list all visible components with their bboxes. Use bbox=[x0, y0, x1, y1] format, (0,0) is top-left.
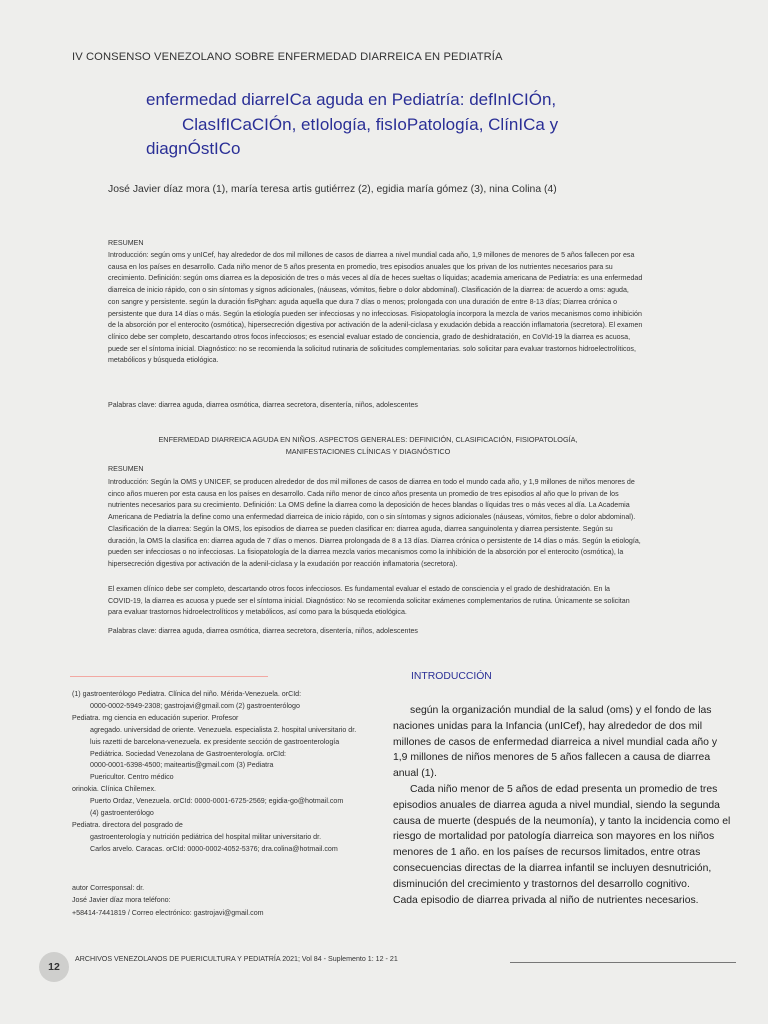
affiliation-line: 0000-0002-5949-2308; gastrojavi@gmail.com (2) gastroenterólogo bbox=[90, 701, 300, 710]
text-line: El examen clínico debe ser completo, descartando otros focos infecciosos. Es fundamental evaluar el estado de consciencia y el grado de deshidratación. En la bbox=[108, 585, 610, 593]
english-heading bbox=[108, 434, 628, 458]
correspondence-line: +58414-7441819 / Correo electrónico: gastrojavi@gmail.com bbox=[72, 908, 264, 917]
affiliation-line: (1) gastroenterólogo Pediatra. Clínica del niño. Mérida-Venezuela. orCId: bbox=[72, 690, 302, 698]
affiliation-line: gastroenterología y nutrición pediátrica del hospital militar universitario dr. bbox=[90, 832, 322, 841]
text-line: Introducción: Según la OMS y UNICEF, se producen alrededor de dos mil millones de casos de diarrea en todo el mundo cada año, y 1,9 millones de niños menores de bbox=[108, 478, 635, 486]
title-line-3: diagnÓstICo bbox=[146, 139, 241, 158]
text-line: hipersecreción digestiva por activación de la adenil-ciclasa y la exudación por reacción inflamatoria (secretora). bbox=[108, 559, 458, 568]
affiliation-line: Pediátrica. Sociedad Venezolana de Gastroenterología. orCId: bbox=[90, 749, 286, 758]
text-line: diarreica de inicio rápido, con o sin síntomas y signos adicionales, (náuseas, vómitos, fiebre o dolor abdominal). Clasificación de la diarrea: de acuerdo a oms: aguda, bbox=[108, 286, 629, 295]
english-heading-line-1: ENFERMEDAD DIARREICA AGUDA EN NIÑOS. ASPECTOS GENERALES: DEFINICIÓN, CLASIFICACIÓN, FISIOPATOLOGÍA, bbox=[158, 435, 578, 444]
journal-citation: ARCHIVOS VENEZOLANOS DE PUERICULTURA Y PEDIATRÍA 2021; Vol 84 - Suplemento 1: 12 - 21 bbox=[75, 955, 398, 963]
title-line-2: ClasIfICaCIÓn, etIología, fisIoPatología, ClínICa y bbox=[182, 114, 559, 134]
text-line: pueden ser infecciosas o no infecciosas. La fisiopatología de la diarrea mezcla varios mecanismos como la inhibición de la absorción por el enterocito (osmótica), la bbox=[108, 548, 624, 557]
intro-heading: INTRODUCCIÓN bbox=[411, 671, 492, 682]
affiliation-line: agregado. universidad de oriente. Venezuela. especialista 2. hospital universitario dr. bbox=[90, 725, 357, 734]
resumen-label-2: RESUMEN bbox=[108, 465, 144, 473]
resumen-label: RESUMEN bbox=[108, 239, 144, 247]
intro-paragraph: según la organización mundial de la salud (oms) y el fondo de las naciones unidas para la Infancia (unICef), hay alrededor de dos mil millones de casos de enfermedad diarreica a nivel mundial cada año y 1,9 millones de niños menores de 5 años fallecen a causa de diarrea anual (1). bbox=[393, 705, 718, 780]
affiliation-line: luis razetti de barcelona-venezuela. ex presidente sección de gastroenterología bbox=[90, 737, 340, 746]
text-line: clínico debe ser completo, descartando otros focos infecciosos; es esencial evaluar estado de conciencia, grado de deshidratación, en CoVId-19 la diarrea es acuosa, bbox=[108, 332, 631, 341]
text-line: nutrientes necesarios para su crecimiento. Definición: La OMS define la diarrea como la deposición de heces blandas o líquidas tres o más veces al día. La Academia bbox=[108, 501, 630, 510]
text-line: crecimiento. Definición: según oms diarrea es la deposición de tres o más veces al día de heces sueltas o líquidas; academia americana de Pediatría: es una enfermedad bbox=[108, 274, 643, 283]
text-line: metabólicos y búsqueda etiológica. bbox=[108, 356, 219, 365]
affiliation-line: orinokia. Clínica Chilemex. bbox=[72, 785, 156, 794]
text-line: Clasificación de la diarrea: Según la OMS, los episodios de diarrea se pueden clasificar en: diarrea aguda, diarrea sanguinolenta y diarrea persistente. Según su bbox=[108, 524, 613, 533]
text-line: Introducción: según oms y unICef, hay alrededor de dos mil millones de casos de diarrea a nivel mundial cada año, 1,9 millones de menores de 5 años fallecen por esa bbox=[108, 251, 635, 259]
text-line: cinco años mueren por esta causa en los países en desarrollo. Cada niño menor de cinco años presenta un promedio de tres episodios al año que lo privan de los bbox=[108, 489, 619, 498]
affiliation-line: 0000-0001-6398-4500; maiteartis@gmail.com (3) Pediatra bbox=[90, 761, 274, 770]
text-line: duración, la OMS la clasifica en: diarrea aguda de 7 días o menos. Diarrea prolongada de 8 a 13 días. Diarrea crónica o persistente de 14 días o más. Según la etiología, bbox=[108, 536, 641, 545]
resumen-second-cont bbox=[108, 584, 660, 619]
text-line: puede ser el síntoma inicial. Diagnóstico: no se recomienda la solicitud rutinaria de solicitudes complementarias. solo solicitar para evaluar trastornos hidroelectrolíticos, bbox=[108, 344, 636, 353]
keywords-second: Palabras clave: diarrea aguda, diarrea osmótica, diarrea secretora, disentería, niños, adolescentes bbox=[108, 627, 418, 635]
running-header: IV CONSENSO VENEZOLANO SOBRE ENFERMEDAD DIARREICA EN PEDIATRÍA bbox=[72, 51, 503, 63]
affiliation-line: (4) gastroenterólogo bbox=[90, 809, 154, 818]
resumen-spanish bbox=[108, 250, 660, 367]
intro-paragraph: Cada episodio de diarrea privada al niño de nutrientes necesarios. bbox=[393, 894, 699, 906]
affiliation-line: Puericultor. Centro médico bbox=[90, 773, 174, 782]
keywords-spanish: Palabras clave: diarrea aguda, diarrea osmótica, diarrea secretora, disentería, niños, adolescentes bbox=[108, 401, 418, 409]
correspondence-line: José Javier díaz mora teléfono: bbox=[72, 896, 171, 905]
footer-rule bbox=[510, 962, 736, 963]
english-heading-line-2: MANIFESTACIONES CLÍNICAS Y DIAGNÓSTICO bbox=[285, 447, 451, 456]
page-number: 12 bbox=[39, 952, 69, 982]
title-line-1: enfermedad diarreICa aguda en Pediatría: defInICIÓn, bbox=[146, 90, 557, 109]
text-line: COVID-19, la diarrea es acuosa y puede ser el síntoma inicial. Diagnóstico: No se recomienda solicitar exámenes complementarios de rutina. Únicamente se solicitan bbox=[108, 596, 630, 605]
text-line: para evaluar trastornos hidroelectrolíticos y metabólicos, así como para la búsqueda etiológica. bbox=[108, 608, 407, 617]
text-line: Americana de Pediatría la define como una enfermedad diarreica de inicio rápido, con o sin síntomas y signos adicionales (náuseas, vómitos, fiebre o dolor abdominal). bbox=[108, 513, 636, 522]
text-line: persistente que dura 14 días o más. Según la etiología pueden ser infecciosas y no infecciosas. Fisiopatología incorpora la mezcla de varios mecanismos como inhibición bbox=[108, 309, 642, 318]
affiliation-line: Carlos arvelo. Caracas. orCId: 0000-0002-4052-5376; dra.colina@hotmail.com bbox=[90, 844, 338, 853]
affiliation-line: Puerto Ordaz, Venezuela. orCId: 0000-0001-6725-2569; egidia-go@hotmail.com bbox=[90, 797, 344, 806]
resumen-second bbox=[108, 477, 660, 571]
authors: José Javier díaz mora (1), maría teresa artis gutiérrez (2), egidia maría gómez (3), nina Colina (4) bbox=[108, 184, 557, 195]
intro-body bbox=[393, 703, 733, 908]
text-line: con sangre y persistente. según la duración fisPghan: aguda aquella que dura 7 días o menos; prolongada con una duración de entre 8-13 días; Diarrea crónica o bbox=[108, 297, 618, 306]
article-title bbox=[146, 88, 746, 162]
text-line: causa en los países en desarrollo. Cada niño menor de 5 años presenta en promedio, tres episodios anuales que los privan de los nutrientes necesarios para su bbox=[108, 262, 613, 271]
text-line: de la absorción por el enterocito (osmótica), hipersecreción digestiva por activación de la adenil-ciclasa y exudación debida a reacción inflamatoria (secretora). El examen bbox=[108, 321, 643, 330]
correspondence-line: autor Corresponsal: dr. bbox=[72, 884, 145, 892]
author-affiliations bbox=[72, 689, 392, 856]
intro-paragraph: Cada niño menor de 5 años de edad presenta un promedio de tres episodios anuales de diarrea aguda a nivel mundial, siendo la segunda causa de muerte (después de la neumonía), y tanto la incidencia como el riesgo de mortalidad por patología diarreica son mayores en los niños menores de 1 año. en los países de recursos limitados, entre otras consecuencias directas de la diarrea infantil se incluyen desnutrición, disminución del crecimiento y trastornos del desarrollo cognitivo. bbox=[393, 783, 731, 890]
footnote-rule bbox=[70, 676, 268, 677]
correspondence bbox=[72, 882, 392, 919]
affiliation-line: Pediatra. mg ciencia en educación superior. Profesor bbox=[72, 713, 239, 722]
affiliation-line: Pediatra. directora del posgrado de bbox=[72, 820, 183, 829]
